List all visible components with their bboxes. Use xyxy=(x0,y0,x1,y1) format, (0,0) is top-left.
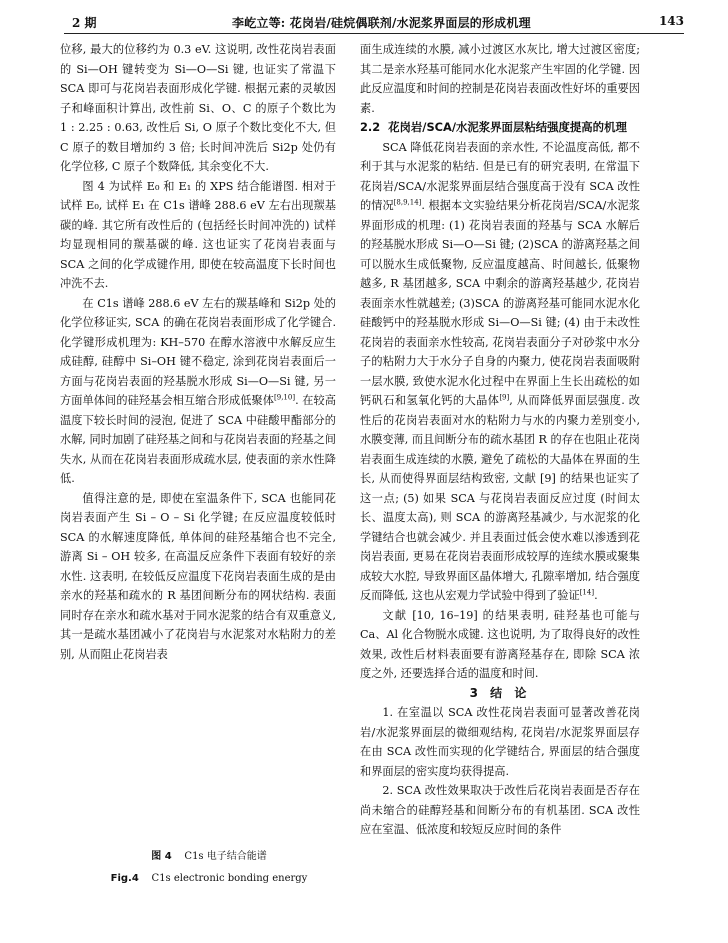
figure-caption-text-en: C1s electronic bonding energy xyxy=(151,873,308,884)
citation-9-10: [9,10] xyxy=(274,393,296,402)
left-paragraph-3-text-b: . 在较高温度下较长时间的浸泡, 促进了 SCA 中硅酸甲酯部分的水解, 同时加剧了硅羟基之间和与花岗岩表面的羟基之间失水, 从而在花岗岩表面形成疏水层, 使表面的亲水性降低. xyxy=(60,394,336,485)
left-column xyxy=(60,40,336,664)
section-heading-2-2 xyxy=(360,118,640,138)
page-number: 143 xyxy=(658,14,684,28)
right-paragraph-1: 面生成连续的水膜, 减小过渡区水灰比, 增大过渡区密度; 其二是亲水羟基可能同水化水泥浆产生牢固的化学键. 因此反应温度和时间的控制是花岗岩表面改性好坏的重要因素. xyxy=(360,43,640,115)
header-rule xyxy=(64,33,684,34)
right-paragraph-2-end: . xyxy=(594,589,598,602)
right-column xyxy=(360,40,640,840)
running-title: 李屹立等: 花岗岩/硅烷偶联剂/水泥浆界面层的形成机理 xyxy=(232,16,531,30)
citation-14: [14] xyxy=(579,588,595,597)
left-paragraph-3-text-a: 在 C1s 谱峰 288.6 eV 左右的羰基峰和 Si2p 处的化学位移证实, SCA 的确在花岗岩表面形成了化学键合. 化学键形成机理为: KH–570 在醇水溶液中水解反应生成硅醇, 硅醇中 Si–OH 键不稳定, 涂到花岗岩表面后一方面与花岗岩表面的羟基脱水形成 Si—O—Si 键, 另一方面单体间的硅羟基会相互缩合形成低聚体 xyxy=(60,296,336,407)
figure-caption-en xyxy=(64,872,354,886)
figure-caption-cn xyxy=(64,850,354,864)
right-paragraph-2-text-b: . 根据本文实验结果分析花岗岩/SCA/水泥浆界面形成的机理: (1) 花岗岩表面的羟基与 SCA 水解后的羟基脱水形成 Si—O—Si 键; (2)SCA 的游离羟基之间可以脱水生成低聚物, 反应温度越高、时间越长, 低聚物越多, R 基团越多, SCA 中剩余的游离羟基越少, 花岗岩表面亲水性就越差; (3)SCA 的游离羟基可能同水泥水化硅酸钙中的羟基脱水形成 Si—O—Si 键; (4) 由于未改性花岗岩的表面亲水性较高, 花岗岩表面分子对砂浆中水分子的粘附力大于水分子自身的内聚力, 使花岗岩表面吸附一层水膜, 致使水泥水化过程中在界面上生长出疏松的如钙矾石和氢氧化钙的大晶体 xyxy=(360,199,640,407)
right-paragraph-2-text-c: , 从而降低界面层强度. 改性后的花岗岩表面对水的粘附力与水的内聚力差别变小, 水膜变薄, 而且间断分布的疏水基团 R 的存在也阻止花岗岩表面生成连续的水膜, 避免了疏松的大晶体在界面的生长, 从而使得界面层结构致密, 文献 [9] 的结果也证实了这一点; (5) 如果 SCA 与花岗岩表面反应过度 (时间太长、温度太高), 则 SCA 的游离羟基减少, 与水泥浆的化学键结合也就会减少. 并且表面过低会使水难以渗透到花岗岩表面, 更易在花岗岩表面形成较厚的连续水膜或聚集成较大水腔, 导致界面区晶体增大, 孔隙率增加, 结合强度反而降低, 这也从宏观力学试验中得到了验证 xyxy=(360,394,640,602)
citation-9: [9] xyxy=(499,393,510,402)
left-paragraph-1: 位移, 最大的位移约为 0.3 eV. 这说明, 改性花岗岩表面的 Si—OH 键转变为 Si—O—Si 键, 也证实了常温下 SCA 即可与花岗岩表面形成化学键. 根据元素的灵敏因子和峰面积计算出, 改性前 Si、O、C 的原子个数比为 1 : 2.25 : 0.63, 改性后 Si, O 原子个数比变化不大, 但 C 原子的数目增加约 3 倍; 长时间冲洗后 Si2p 处仍有化学位移, C 原子个数降低, 其余变化不大. xyxy=(60,43,336,173)
figure-label-cn: 图 4 xyxy=(151,851,172,862)
right-paragraph-2-text-a: SCA 降低花岗岩表面的亲水性, 不论温度高低, 都不利于其与水泥浆的粘结. 但是已有的研究表明, 在常温下花岗岩/SCA/水泥浆界面层结合强度高于没有 SCA 改性的情况 xyxy=(360,140,640,212)
figure-4-area xyxy=(64,590,354,840)
left-paragraph-3 xyxy=(60,294,336,489)
conclusion-heading: 3 结 论 xyxy=(469,685,531,700)
left-paragraph-2: 图 4 为试样 E₀ 和 E₁ 的 XPS 结合能谱图. 相对于试样 E₀, 试样 E₁ 在 C1s 谱峰 288.6 eV 左右出现羰基碳的峰. 其它所有改性后的 (包括经长时间冲洗的) 试样均显现相同的羰基碳的峰. 这也证实了花岗岩表面与 SCA 之间的化学成键作用, 即使在较高温度下长时间也冲洗不去. xyxy=(60,179,336,290)
issue-number: 2 期 xyxy=(72,16,97,30)
running-header xyxy=(64,14,684,32)
right-paragraph-3: 文献 [10, 16–19] 的结果表明, 硅羟基也可能与 Ca、Al 化合物脱水成键. 这也说明, 为了取得良好的改性效果, 改性后材料表面要有游离羟基存在, 即除 SCA 浓度之外, 还要选择合适的温度和时间. xyxy=(360,608,640,680)
section-title: 花岗岩/SCA/水泥浆界面层粘结强度提高的机理 xyxy=(388,120,627,134)
left-paragraph-4: 值得注意的是, 即使在室温条件下, SCA 也能同花岗岩表面产生 Si – O – Si 化学键; 在反应温度较低时 SCA 的水解速度降低, 单体间的硅羟基缩合也不完全, 游离 Si – OH 较多, 在高温反应条件下表面有较好的亲水性. 这表明, 在较低反应温度下花岗岩表面生成的是由亲水的羟基和疏水的 R 基团间断分布的网状结构. 表面同时存在亲水和疏水基对于同水泥浆的结合有双重意义, 其一是疏水基团减小了花岗岩与水泥浆对水粘附力的差别, 从而阻止花岗岩表 xyxy=(60,491,336,661)
section-number: 2.2 xyxy=(360,120,381,134)
right-paragraph-2 xyxy=(360,138,640,606)
figure-caption-text-cn: C1s 电子结合能谱 xyxy=(184,851,267,862)
conclusion-item-2: 2. SCA 改性效果取决于改性后花岗岩表面是否存在尚未缩合的硅醇羟基和间断分布的有机基团. SCA 改性应在室温、低浓度和较短反应时间的条件 xyxy=(360,784,640,836)
conclusion-item-1: 1. 在室温以 SCA 改性花岗岩表面可显著改善花岗岩/水泥浆界面层的微细观结构, 花岗岩/水泥浆界面层存在由 SCA 改性而实现的化学键结合, 界面层的结合强度和界面层的密实度均获得提高. xyxy=(360,706,640,778)
figure-label-en: Fig.4 xyxy=(110,873,139,884)
citation-8-9-14: [8,9,14] xyxy=(393,198,422,207)
